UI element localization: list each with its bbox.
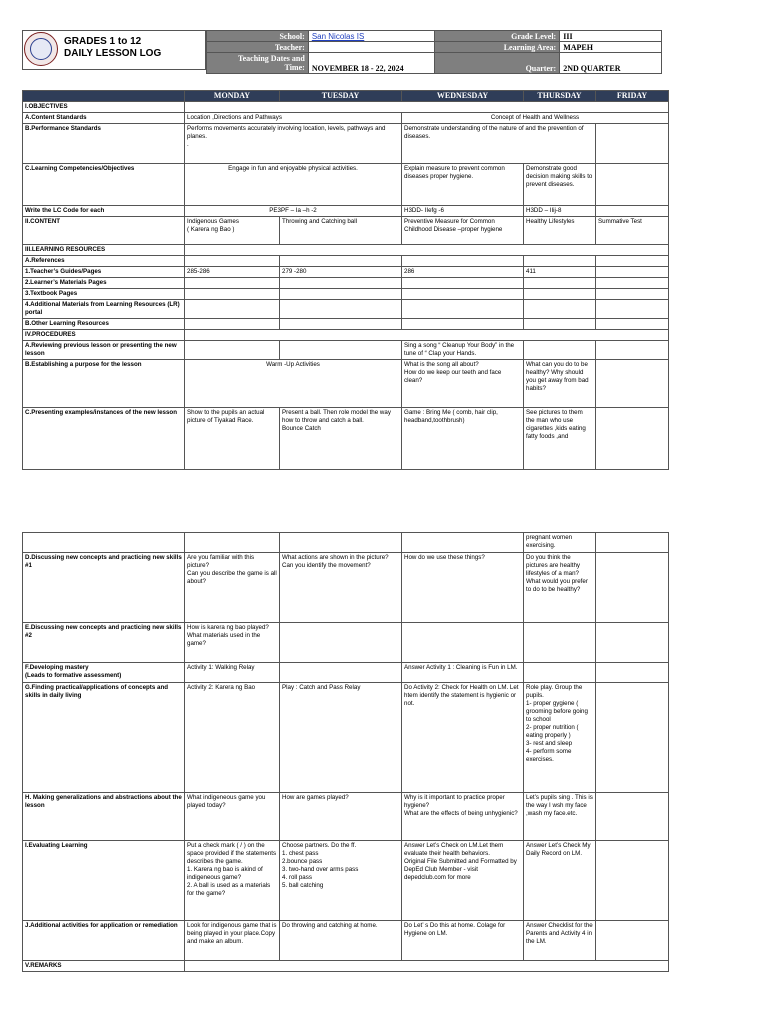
lesson-log-table-part1 [22,90,669,470]
cell-tg-mon: 285-286 [185,267,280,278]
cell-eval-mon: Put a check mark ( / ) on the space provided if the statements describes the game. 1. Karera ng bao is akind of indigeneous game? 2. A ball is used as a materials for the game? [185,841,280,921]
row-label-evaluating: I.Evaluating Learning [23,841,185,921]
cell-presenting-thu: See pictures to them the man who use cigarettes ,kids eating fatty foods ,and [524,408,596,470]
cell-practical-mon: Activity 2: Karera ng Bao [185,683,280,793]
cell-discuss1-mon: Are you familiar with this picture? Can you describe the game is all about? [185,553,280,623]
cell-lc-thu: H3DD – IIij-8 [524,206,596,217]
cell-eval-thu: Answer Let’s Check My Daily Record on LM. [524,841,596,921]
cell-presenting-tue: Present a ball. Then role model the way how to throw and catch a ball. Bounce Catch [280,408,402,470]
grade-level-value: III [560,31,662,42]
cell-perf-std-2: Demonstrate understanding of the nature of and the prevention of diseases. [402,124,596,164]
cell-discuss1-wed: How do we use these things? [402,553,524,623]
cell-eval-wed: Answer Let’s Check on LM.Let them evaluate their health behaviors. Original File Submitted and Formatted by DepEd Club Member - visit depedclub.com for more [402,841,524,921]
cell-comp-thu: Demonstrate good decision making skills to prevent diseases. [524,164,596,206]
cell-comp-mon-tue: Engage in fun and enjoyable physical activities. [185,164,402,206]
learning-area-label: Learning Area: [434,42,560,53]
day-header-wednesday: WEDNESDAY [402,91,524,102]
dates-value: NOVEMBER 18 - 22, 2024 [308,53,434,74]
cell-general-mon: What indigeneous game you played today? [185,793,280,841]
cell-additional-wed: Do Let’ s Do this at home. Colage for Hygiene on LM. [402,921,524,961]
row-label-additional-materials: 4.Additional Materials from Learning Resources (LR) portal [23,300,185,319]
cell-content-fri: Summative Test [596,217,669,245]
section-learning-resources: III.LEARNING RESOURCES [23,245,185,256]
school-value[interactable]: San Nicolas IS [308,31,434,42]
learning-area-value: MAPEH [560,42,662,53]
school-label: School: [207,31,309,42]
section-objectives: I.OBJECTIVES [23,102,185,113]
cell-general-thu: Let’s pupils sing . This is the way I wsh my face ,wash my face.etc. [524,793,596,841]
cell-content-mon: Indigenous Games ( Karera ng Bao ) [185,217,280,245]
doc-title-line1: GRADES 1 to 12 [64,36,142,47]
cell-practical-tue: Play : Catch and Pass Relay [280,683,402,793]
row-label-presenting: C.Presenting examples/instances of the new lesson [23,408,185,470]
row-label-content-standards: A.Content Standards [23,113,185,124]
cell-purpose-thu: What can you do to be healthy? Why should you get away from bad habits? [524,360,596,408]
row-label-additional-activities: J.Additional activities for application or remediation [23,921,185,961]
teacher-value [308,42,434,53]
quarter-value: 2ND QUARTER [560,53,662,74]
cell-presenting-wed: Game : Bring Me ( comb, hair clip, headband,toothbrush) [402,408,524,470]
cell-practical-wed: Do Activity 2: Check for Health on LM. Let htem identify the statement is hygienic or not. [402,683,524,793]
row-label-practical: G.Finding practical/applications of concepts and skills in daily living [23,683,185,793]
cell-lc-mon-tue: PE3PF – Ia –h -2 [185,206,402,217]
row-label-performance-standards: B.Performance Standards [23,124,185,164]
cell-content-thu: Healthy Lifestyles [524,217,596,245]
cell-tg-wed: 286 [402,267,524,278]
cell-discuss2-mon: How is karera ng bao played? What materials used in the game? [185,623,280,663]
cell-presenting-mon: Show to the pupils an actual picture of Tiyakad Race. [185,408,280,470]
row-label-reviewing: A.Reviewing previous lesson or presenting the new lesson [23,341,185,360]
cell-content-std-2: Concept of Health and Wellness [402,113,669,124]
row-label-other-resources: B.Other Learning Resources [23,319,185,330]
row-label-textbook: 3.Textbook Pages [23,289,185,300]
teacher-label: Teacher: [207,42,309,53]
cell-general-tue: How are games played? [280,793,402,841]
grade-level-label: Grade Level: [434,31,560,42]
deped-seal-logo [24,32,58,66]
cell-discuss1-tue: What actions are shown in the picture? Can you identify the movement? [280,553,402,623]
cell-tg-tue: 279 -280 [280,267,402,278]
cell-comp-wed: Explain measure to prevent common diseases proper hygiene. [402,164,524,206]
cell-additional-thu: Answer Checklist for the Parents and Activity 4 in the LM. [524,921,596,961]
cell-content-tue: Throwing and Catching ball [280,217,402,245]
row-label-purpose: B.Establishing a purpose for the lesson [23,360,185,408]
cell-additional-mon: Look for indigenous game that is being played in your place.Copy and make an album. [185,921,280,961]
cell-eval-tue: Choose partners. Do the ff. 1. chest pass 2.bounce pass 3. two-hand over arms pass 4. roll pass 5. ball catching [280,841,402,921]
cell-lc-wed: H3DD- IIefg -6 [402,206,524,217]
day-header-friday: FRIDAY [596,91,669,102]
lesson-log-table-part2 [22,532,669,972]
row-label-generalizations: H. Making generalizations and abstractions about the lesson [23,793,185,841]
row-label-teachers-guides: 1.Teacher’s Guides/Pages [23,267,185,278]
cell-purpose-mon-tue: Warm -Up Activities [185,360,402,408]
section-procedures: IV.PROCEDURES [23,330,185,341]
cell-content-std-1: Location ,Directions and Pathways [185,113,402,124]
row-label-discussing-1: D.Discussing new concepts and practicing new skills #1 [23,553,185,623]
day-header-tuesday: TUESDAY [280,91,402,102]
row-label-competencies: C.Learning Competencies/Objectives [23,164,185,206]
cell-mastery-mon: Activity 1: Walking Relay [185,663,280,683]
quarter-label: Quarter: [434,53,560,74]
cell-additional-tue: Do throwing and catching at home. [280,921,402,961]
cell-purpose-wed: What is the song all about? How do we keep our teeth and face clean? [402,360,524,408]
cell-practical-thu: Role play. Group the pupils. 1- proper gygiene ( grooming before going to school 2- proper nutrition ( eating properly ) 3- rest and sleep 4- perform some exercises. [524,683,596,793]
section-remarks: V.REMARKS [23,961,185,972]
day-header-monday: MONDAY [185,91,280,102]
cell-content-wed: Preventive Measure for Common Childhood Disease –proper hygiene [402,217,524,245]
row-label-lc-code: Write the LC Code for each [23,206,185,217]
cell-tg-thu: 411 [524,267,596,278]
row-label-learners-materials: 2.Learner’s Materials Pages [23,278,185,289]
cell-mastery-wed: Answer Activity 1 : Cleaning is Fun in LM. [402,663,524,683]
cell-discuss1-thu: Do you think the pictures are healthy lifestyles of a man? What would you prefer to do to be healthy? [524,553,596,623]
day-header-thursday: THURSDAY [524,91,596,102]
cell-perf-std-1: Performs movements accurately involving location, levels, pathways and planes. . [185,124,402,164]
header-info-table [206,30,662,74]
cell-review-wed: Sing a song “ Cleanup Your Body” in the tune of “ Clap your Hands. [402,341,524,360]
cell-general-wed: Why is it important to practice proper hygiene? What are the effects of being unhygienic? [402,793,524,841]
row-label-mastery: F.Developing mastery (Leads to formative assessment) [23,663,185,683]
row-label-discussing-2: E.Discussing new concepts and practicing new skills #2 [23,623,185,663]
doc-title-line2: DAILY LESSON LOG [64,48,162,59]
cell-presenting-thu-cont: pregnant women exercising. [524,533,596,553]
dates-label: Teaching Dates and Time: [207,53,309,74]
corner-header [23,91,185,102]
section-content: II.CONTENT [23,217,185,245]
row-label-references: A.References [23,256,185,267]
